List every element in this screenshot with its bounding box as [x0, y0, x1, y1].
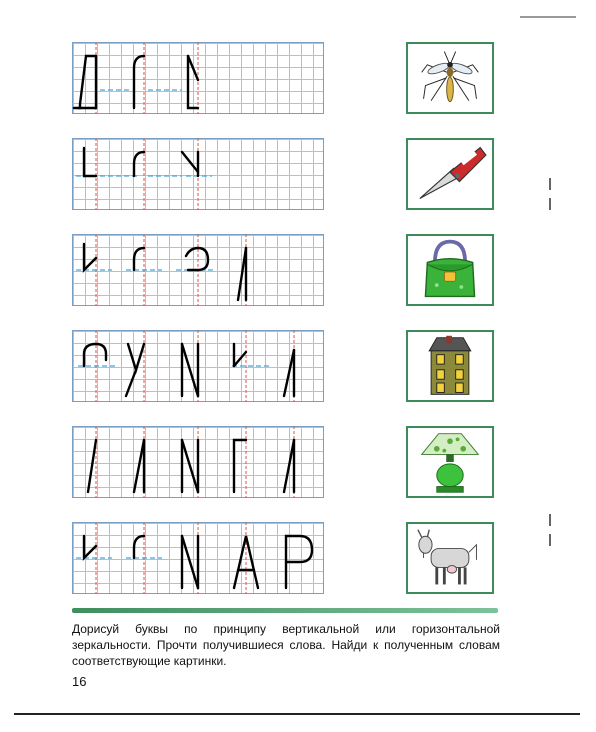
lamp-picture	[406, 426, 494, 498]
mosquito-icon	[408, 44, 492, 112]
goat-picture	[406, 522, 494, 594]
goat-icon	[408, 524, 492, 592]
letter-grid-row-1	[72, 42, 324, 114]
top-edge-mark	[520, 16, 576, 18]
letter-strokes	[72, 234, 324, 306]
letter-grid-row-6	[72, 522, 324, 594]
section-divider	[72, 608, 498, 613]
bottom-edge-rule	[14, 713, 580, 715]
margin-mark	[548, 176, 552, 212]
page-number: 16	[72, 674, 87, 689]
house-picture	[406, 330, 494, 402]
letter-grid-row-3	[72, 234, 324, 306]
margin-mark	[548, 512, 552, 548]
letter-strokes	[72, 138, 324, 210]
knife-picture	[406, 138, 494, 210]
bag-picture	[406, 234, 494, 306]
letter-strokes	[72, 330, 324, 402]
letter-strokes	[72, 426, 324, 498]
letter-grid-row-5	[72, 426, 324, 498]
letter-grid-row-2	[72, 138, 324, 210]
letter-strokes	[72, 42, 324, 114]
instruction-text: Дорисуй буквы по принципу вертикальной или горизонтальной зеркальности. Прочти получившиеся слова. Найди к полученным словам соответствующие картинки.	[72, 622, 500, 668]
folding-knife-icon	[408, 140, 492, 208]
mosquito-picture	[406, 42, 494, 114]
house-icon	[408, 332, 492, 400]
letter-strokes	[72, 522, 324, 594]
table-lamp-icon	[408, 428, 492, 496]
handbag-icon	[408, 236, 492, 304]
letter-grid-row-4	[72, 330, 324, 402]
